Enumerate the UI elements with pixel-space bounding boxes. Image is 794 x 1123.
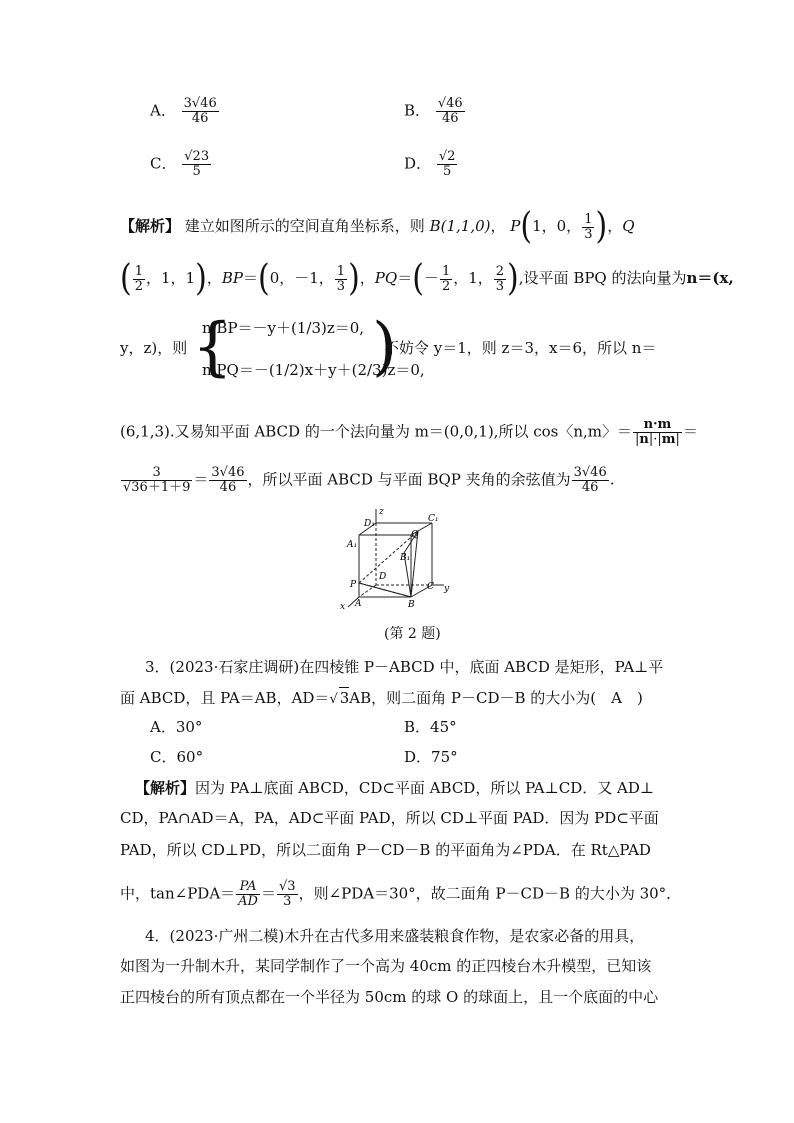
option-c-label: C． (150, 154, 177, 173)
system-close: ) (372, 310, 397, 384)
q2-solution-line2: ( $\frac{1}{2}$ ，1，1)，BP＝(0，－1， $\frac{1}{3}$ )，PQ＝(－ $\frac{1}{2}$ ，1， $\frac{2}{3}$ ),设平面 BPQ 的法向量为n＝(x, (120, 257, 734, 300)
q3-line1: 3．(2023·石家庄调研)在四棱锥 P－ABCD 中，底面 ABCD 是矩形，PA⊥平 (145, 658, 664, 676)
option-b-fraction (436, 97, 465, 126)
q4-line3: 正四棱台的所有顶点都在一个半径为 50cm 的球 O 的球面上，且一个底面的中心 (120, 988, 659, 1006)
q3-frac2-num: 3 (287, 879, 296, 894)
cube-figure (336, 505, 458, 613)
fig-b1: B₁ (400, 553, 411, 563)
q3-line2-head: 面 ABCD，且 PA＝AB，AD＝ (120, 689, 330, 707)
line3-tail: 不妨令 y＝1，则 z＝3，x＝6，所以 n＝ (384, 339, 657, 357)
solution-tag: 【解析】 (120, 217, 181, 235)
fig-c1: C₁ (428, 514, 439, 524)
q3-solution-tag: 【解析】 (135, 779, 196, 797)
option-d-fraction (437, 150, 458, 179)
line5-tail: ，所以平面 ABCD 与平面 BQP 夹角的余弦值为 (247, 470, 571, 489)
option-b-label: B． (404, 101, 431, 120)
q2-solution-line3-head (120, 338, 187, 358)
system-eq1: n·BP＝－y＋(1/3)z＝0, (202, 319, 365, 337)
option-a-label: A． (150, 101, 176, 120)
line4-text: (6,1,3).又易知平面 ABCD 的一个法向量为 m＝(0,0,1),所以 cos〈n,m〉＝ (120, 422, 632, 441)
fig-x: x (340, 602, 346, 612)
option-c-num: √23 (184, 149, 210, 164)
option-d (404, 150, 458, 179)
option-b (404, 97, 466, 126)
option-c-den: 5 (182, 164, 211, 179)
fig-b: B (408, 600, 415, 610)
q2-solution-line5: $\frac{3}{√36+1+9}$ ＝ $\frac{3√46}{46}$ ，所以平面 ABCD 与平面 BQP 夹角的余弦值为 $\frac{3√46}{46}$ . (123, 465, 615, 495)
q3-solution-line3: PAD，所以 CD⊥PD，所以二面角 P－CD－B 的平面角为∠PDA．在 Rt△PAD (120, 841, 651, 859)
solution-text: 建立如图所示的空间直角坐标系，则 (184, 217, 425, 235)
q3-line2: 面 ABCD，且 PA＝AB，AD＝√ 3AB，则二面角 P－CD－B 的大小为( A ) (120, 689, 643, 707)
q3-option-b: B．45° (404, 718, 457, 736)
q3-solution-line2: CD，PA∩AD＝A，PA，AD⊂平面 PAD，所以 CD⊥平面 PAD．因为 PD⊂平面 (120, 809, 659, 827)
q4-line2: 如图为一升制木升，某同学制作了一个高为 40cm 的正四棱台木升模型，已知该 (120, 957, 652, 975)
q4-line1: 4．(2023·广州二模)木升在古代多用来盛装粮食作物，是农家必备的用具， (145, 927, 645, 945)
line2-tail: n＝(x, (686, 269, 734, 287)
q3-frac-num: PA (239, 879, 257, 894)
option-b-num: √46 (437, 96, 463, 111)
option-d-den: 5 (437, 164, 458, 179)
q3-solution-line4: 中，tan∠PDA＝ $\frac{PA}{AD}$ ＝ $\frac{√3}{3}$ ，则∠PDA＝30°，故二面角 P－CD－B 的大小为 30°． (120, 879, 682, 909)
q3-sqrt: 3 (339, 689, 350, 707)
option-c-fraction (182, 150, 211, 179)
option-d-num: √2 (438, 149, 456, 164)
fig-a: A (355, 599, 362, 609)
line2-mid: 设平面 BPQ 的法向量为 (523, 269, 687, 287)
option-a-den: 46 (182, 111, 219, 126)
q3-option-d: D．75° (404, 748, 458, 766)
fig-y: y (444, 584, 450, 594)
option-c (150, 150, 212, 179)
option-a (150, 97, 220, 126)
b-coord: B(1,1,0) (429, 217, 491, 235)
system-eq2: n·PQ＝－(1/2)x＋y＋(2/3)z＝0, (202, 361, 425, 379)
fig-p: P (350, 580, 357, 590)
q3-option-c: C．60° (150, 748, 204, 766)
option-d-label: D． (404, 154, 432, 173)
option-a-fraction (182, 97, 219, 126)
q2-solution-line3-tail (384, 338, 656, 358)
system-brace: { (192, 310, 233, 384)
q2-solution-line4: (6,1,3).又易知平面 ABCD 的一个法向量为 m＝(0,0,1),所以 cos〈n,m〉＝ $\frac{n\cdot m}{|n|\cdot|m|}$ ＝ (120, 417, 698, 447)
q3-sol-line4-tail: ，则∠PDA＝30°，故二面角 P－CD－B 的大小为 30°． (298, 884, 682, 903)
q3-sol-line4-head: 中，tan∠PDA＝ (120, 884, 236, 903)
fig-q: Q (411, 530, 419, 540)
fig-a1: A₁ (347, 540, 358, 550)
q3-frac2-den: 3 (277, 894, 298, 909)
q3-option-a: A．30° (150, 718, 203, 736)
line3-head: y，z)，则 (120, 339, 188, 357)
q3-solution-line1 (135, 778, 654, 798)
q3-line2-tail: AB，则二面角 P－CD－B 的大小为( A ) (349, 689, 643, 707)
option-a-num: 3√46 (183, 96, 217, 111)
fig-d1: D₁ (364, 519, 375, 529)
q3-frac-den: AD (238, 894, 258, 909)
fig-z: z (379, 507, 384, 517)
q3-sol-line1: 因为 PA⊥底面 ABCD，CD⊂平面 ABCD，所以 PA⊥CD．又 AD⊥ (195, 779, 654, 797)
fig-d: D (379, 572, 387, 582)
p-label: P (510, 217, 521, 235)
q2-solution-line1: 【解析】 建立如图所示的空间直角坐标系，则 B(1,1,0)， P(1，0， $\frac{1}{3}$ )，Q (120, 205, 635, 248)
fig-c: C (427, 582, 434, 592)
option-b-den: 46 (436, 111, 465, 126)
figure-caption: (第 2 题) (384, 626, 441, 642)
q-label: Q (622, 217, 635, 235)
